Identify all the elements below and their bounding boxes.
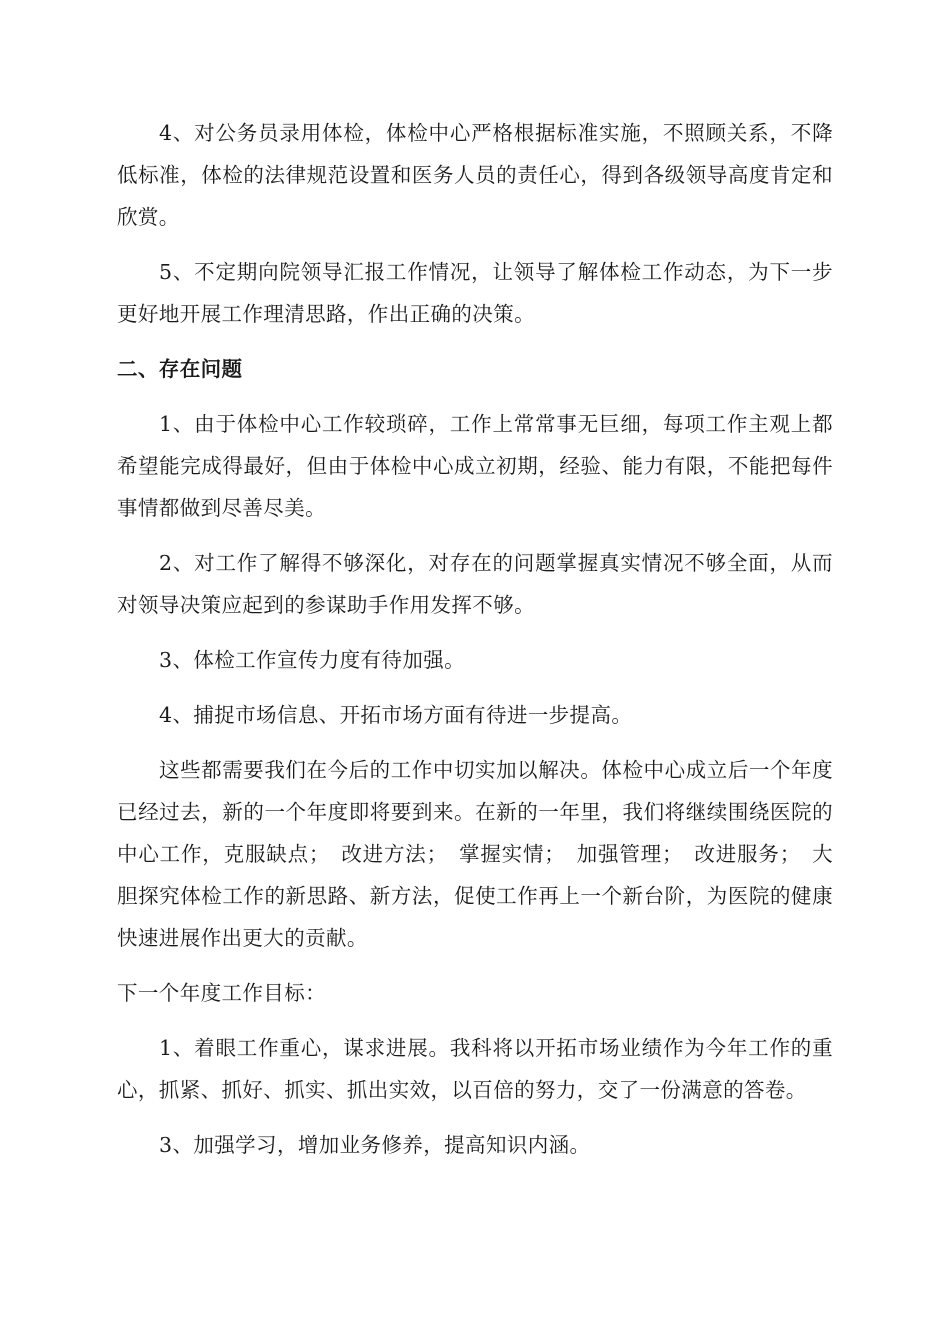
paragraph-problem-3: 3、体检工作宣传力度有待加强。	[159, 648, 466, 672]
paragraph-problem-1: 1、由于体检中心工作较琐碎，工作上常常事无巨细，每项工作主观上都希望能完成得最好，但由于体检中心成立初期，经验、能力有限，不能把每件事情都做到尽善尽美。	[117, 412, 833, 520]
paragraph-goal-1: 1、着眼工作重心，谋求进展。我科将以开拓市场业绩作为今年工作的重心，抓紧、抓好、抓实、抓出实效，以百倍的努力，交了一份满意的答卷。	[117, 1036, 833, 1102]
document-body	[117, 112, 833, 1179]
paragraph-goal-3: 3、加强学习，增加业务修养，提高知识内涵。	[159, 1133, 591, 1157]
paragraph-item-5-report: 5、不定期向院领导汇报工作情况，让领导了解体检工作动态，为下一步更好地开展工作理清思路，作出正确的决策。	[117, 260, 833, 326]
section-heading-problems: 二、存在问题	[117, 357, 243, 381]
paragraph-problem-4: 4、捕捉市场信息、开拓市场方面有待进一步提高。	[159, 703, 633, 727]
paragraph-item-4-physical-exam: 4、对公务员录用体检，体检中心严格根据标准实施，不照顾关系，不降低标准，体检的法律规范设置和医务人员的责任心，得到各级领导高度肯定和欣赏。	[117, 121, 833, 229]
paragraph-problem-2: 2、对工作了解得不够深化，对存在的问题掌握真实情况不够全面，从而对领导决策应起到的参谋助手作用发挥不够。	[117, 551, 833, 617]
paragraph-next-year-goals-label: 下一个年度工作目标：	[117, 981, 326, 1005]
paragraph-summary: 这些都需要我们在今后的工作中切实加以解决。体检中心成立后一个年度已经过去，新的一个年度即将要到来。在新的一年里，我们将继续围绕医院的中心工作，克服缺点； 改进方法； 掌握实情； 加强管理； 改进服务； 大胆探究体检工作的新思路、新方法，促使工作再上一个新台阶，为医院的健康快速进展作出更大的贡献。	[117, 758, 833, 950]
